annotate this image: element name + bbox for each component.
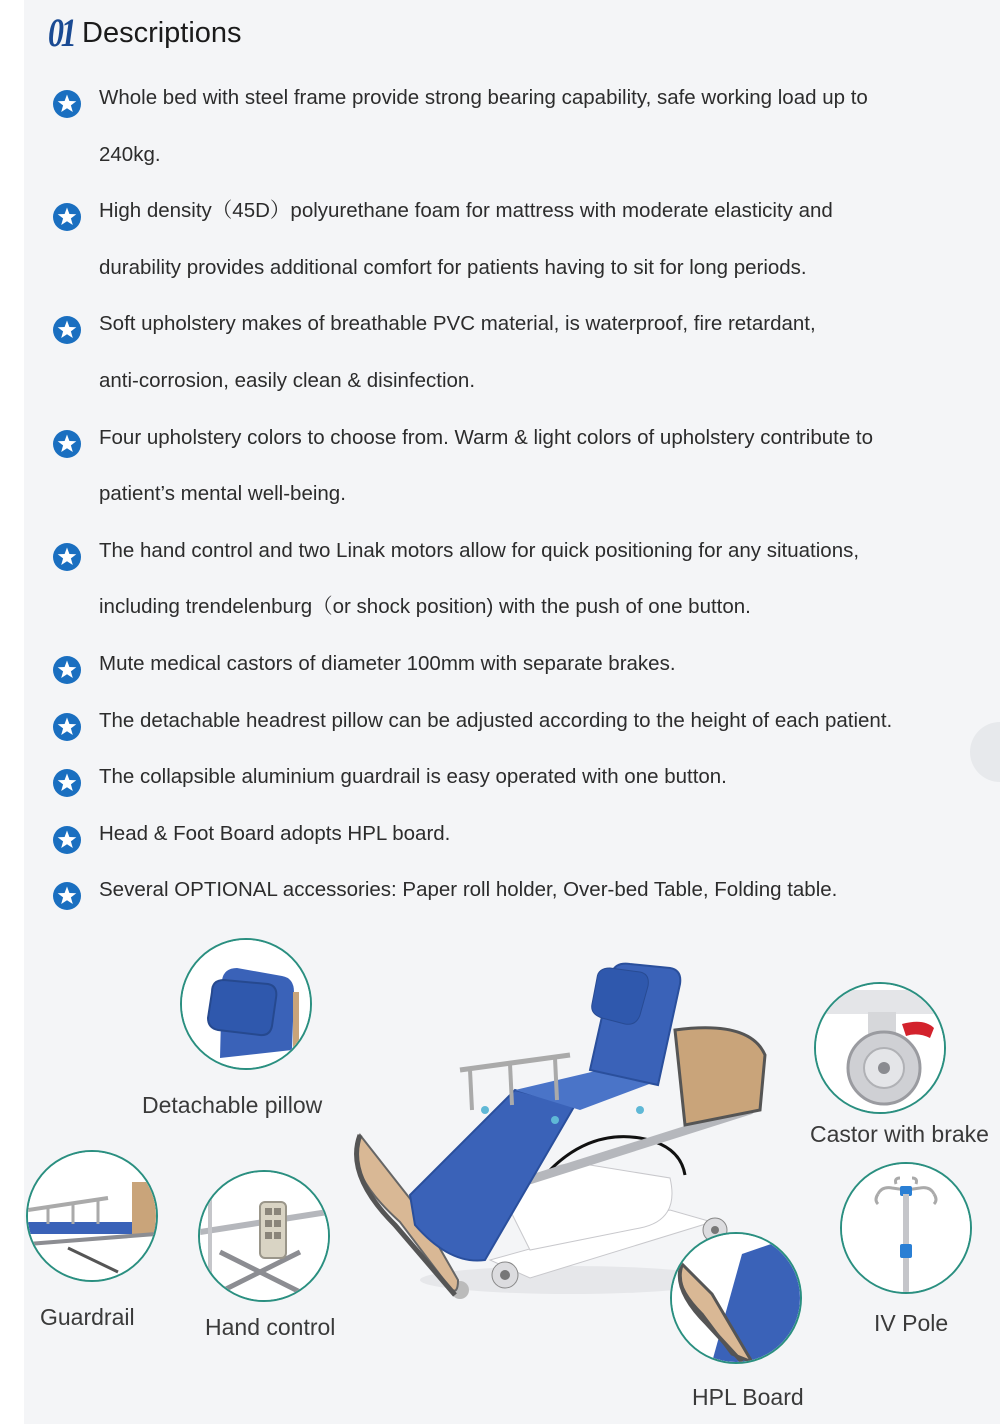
star-icon	[52, 768, 82, 798]
list-item	[52, 749, 972, 806]
feature-text: Four upholstery colors to choose from. Warm & light colors of upholstery contribute to patient’s mental well-being.	[99, 425, 874, 506]
scroll-tab[interactable]	[970, 722, 1000, 782]
feature-list	[52, 70, 972, 919]
star-icon	[52, 542, 82, 572]
star-icon	[52, 655, 82, 685]
pillow-detail-image	[180, 938, 312, 1070]
star-icon	[52, 712, 82, 742]
list-item	[52, 862, 972, 919]
hpl-board-detail-image	[670, 1232, 802, 1364]
list-item	[52, 296, 972, 409]
feature-gallery	[0, 930, 1000, 1424]
caption-castor-with-brake: Castor with brake	[810, 1121, 989, 1147]
star-icon	[52, 202, 82, 232]
caption-detachable-pillow: Detachable pillow	[142, 1092, 323, 1118]
star-icon	[52, 315, 82, 345]
caption-hand-control: Hand control	[205, 1314, 336, 1340]
star-icon	[52, 429, 82, 459]
list-item	[52, 183, 972, 296]
list-item	[52, 523, 972, 636]
star-icon	[52, 89, 82, 119]
star-icon	[52, 881, 82, 911]
star-icon	[52, 825, 82, 855]
feature-text: Head & Foot Board adopts HPL board.	[99, 821, 451, 845]
section-number: 01	[48, 10, 74, 55]
hand-control-detail-image	[198, 1170, 330, 1302]
iv-pole-detail-image	[840, 1162, 972, 1294]
feature-text: The hand control and two Linak motors allow for quick positioning for any situations, including trendelenburg（or shock position) with the push of one button.	[99, 538, 860, 619]
feature-text: The collapsible aluminium guardrail is easy operated with one button.	[99, 765, 727, 789]
castor-detail-image	[814, 982, 946, 1114]
feature-text: The detachable headrest pillow can be adjusted according to the height of each patient.	[99, 708, 893, 732]
feature-text: Soft upholstery makes of breathable PVC material, is waterproof, fire retardant, anti-corrosion, easily clean & disinfection.	[99, 312, 816, 392]
section-header	[48, 8, 242, 58]
list-item	[52, 693, 972, 750]
list-item	[52, 70, 972, 183]
feature-text: High density（45D）polyurethane foam for mattress with moderate elasticity and durability provides additional comfort for patients having to sit for long periods.	[99, 199, 833, 279]
caption-iv-pole: IV Pole	[874, 1310, 949, 1336]
feature-text: Whole bed with steel frame provide strong bearing capability, safe working load up to 240kg.	[99, 86, 868, 166]
caption-hpl-board: HPL Board	[692, 1384, 804, 1410]
feature-text: Several OPTIONAL accessories: Paper roll holder, Over-bed Table, Folding table.	[99, 878, 838, 902]
caption-guardrail: Guardrail	[40, 1304, 135, 1330]
list-item	[52, 636, 972, 693]
list-item	[52, 806, 972, 863]
feature-text: Mute medical castors of diameter 100mm with separate brakes.	[99, 651, 676, 675]
list-item	[52, 410, 972, 523]
section-title: Descriptions	[82, 16, 242, 49]
guardrail-detail-image	[26, 1150, 158, 1282]
